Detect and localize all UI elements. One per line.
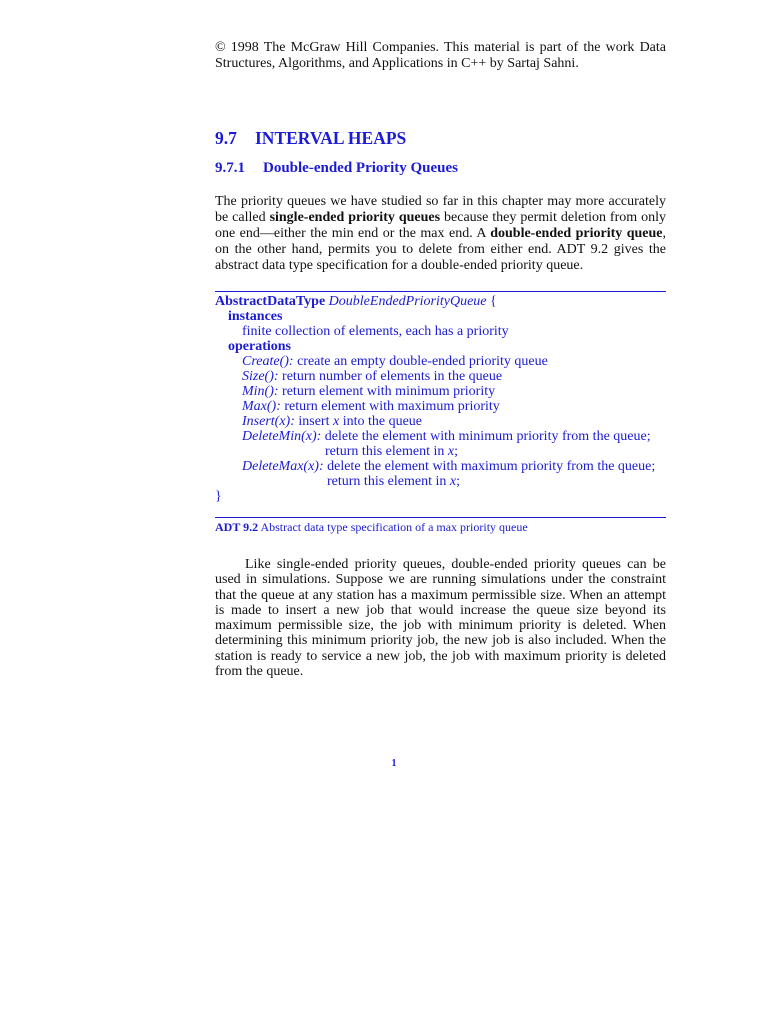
op-insert: Insert(x): insert x into the queue — [242, 414, 423, 429]
caption-text: Abstract data type specification of a max priority queue — [258, 520, 528, 534]
op-description: delete the element with minimum priority from the queue; — [321, 429, 651, 444]
operations-label: operations — [228, 339, 291, 354]
op-description: return number of elements in the queue — [278, 369, 503, 384]
adt-top-rule — [215, 291, 666, 292]
adt-caption — [215, 520, 666, 535]
op-variable: x — [447, 444, 455, 459]
instances-label: instances — [228, 309, 283, 324]
op-description: create an empty double-ended priority queue — [293, 354, 548, 369]
op-max — [215, 399, 666, 414]
op-size — [215, 369, 666, 384]
op-min — [215, 384, 666, 399]
op-deletemin-continuation: return this element in x; — [325, 444, 458, 459]
subsection-number: 9.7.1 — [215, 160, 245, 176]
adt-bottom-rule — [215, 517, 666, 518]
term-single-ended: single-ended priority queues — [269, 210, 441, 225]
instances-text: finite collection of elements, each has a priority — [242, 324, 509, 339]
intro-text-3: , on the other hand, permits you to delete from either end. ADT 9.2 gives the abstract data type specification for a double-ended priority queue. — [215, 226, 667, 273]
page-number: 1 — [391, 758, 397, 769]
adt-keyword: AbstractDataType — [215, 294, 326, 309]
caption-label: ADT 9.2 — [215, 520, 259, 534]
term-double-ended: double-ended priority queue — [490, 226, 663, 241]
op-signature: Max(): — [242, 399, 281, 414]
intro-paragraph — [215, 194, 666, 274]
adt-specification — [215, 294, 666, 504]
op-signature: DeleteMax(x): — [242, 459, 324, 474]
op-deletemax — [215, 459, 666, 474]
subsection-title: Double-ended Priority Queues — [263, 160, 458, 176]
copyright-notice: © 1998 The McGraw Hill Companies. This material is part of the work Data Structures, Algorithms, and Applications in C++ by Sartaj Sahni. — [215, 40, 666, 71]
op-deletemax-continuation: return this element in x; — [327, 474, 460, 489]
intro-text-1: The priority queues we have studied so far in this chapter may more accurately be called — [215, 194, 666, 225]
section-title: INTERVAL HEAPS — [255, 128, 407, 148]
op-signature: Insert(x): — [242, 414, 295, 429]
adt-header-line — [215, 294, 666, 309]
subsection-heading — [215, 160, 666, 177]
op-variable: x — [449, 474, 457, 489]
body-paragraph — [215, 557, 666, 679]
section-number: 9.7 — [215, 128, 237, 148]
op-signature: Create(): — [242, 354, 294, 369]
op-description: delete the element with maximum priority from the queue; — [323, 459, 656, 474]
adt-name: DoubleEndedPriorityQueue — [328, 294, 487, 309]
op-signature: Size(): — [242, 369, 279, 384]
op-variable: x — [332, 414, 340, 429]
body-text: Like single-ended priority queues, double-ended priority queues can be used in simulations. Suppose we are running simulations under the constraint that the queue at any station has a maximum permissible size. When an attempt is made to insert a new job that would increase the queue size beyond its maximum permissible size, the job with minimum priority is deleted. When determining this minimum priority job, the new job is also included. When the station is ready to service a new job, the job with maximum priority is deleted from the queue. — [215, 557, 666, 680]
op-signature: DeleteMin(x): — [242, 429, 322, 444]
op-signature: Min(): — [242, 384, 279, 399]
adt-open-brace: { — [486, 294, 497, 309]
op-create — [215, 354, 666, 369]
op-deletemin — [215, 429, 666, 444]
section-heading — [215, 128, 666, 149]
op-description: return element with minimum priority — [278, 384, 496, 399]
adt-close-brace: } — [215, 489, 222, 504]
intro-text-2: because they permit deletion from only one end—either the min end or the max end. A — [215, 210, 666, 241]
op-description: return element with maximum priority — [280, 399, 500, 414]
